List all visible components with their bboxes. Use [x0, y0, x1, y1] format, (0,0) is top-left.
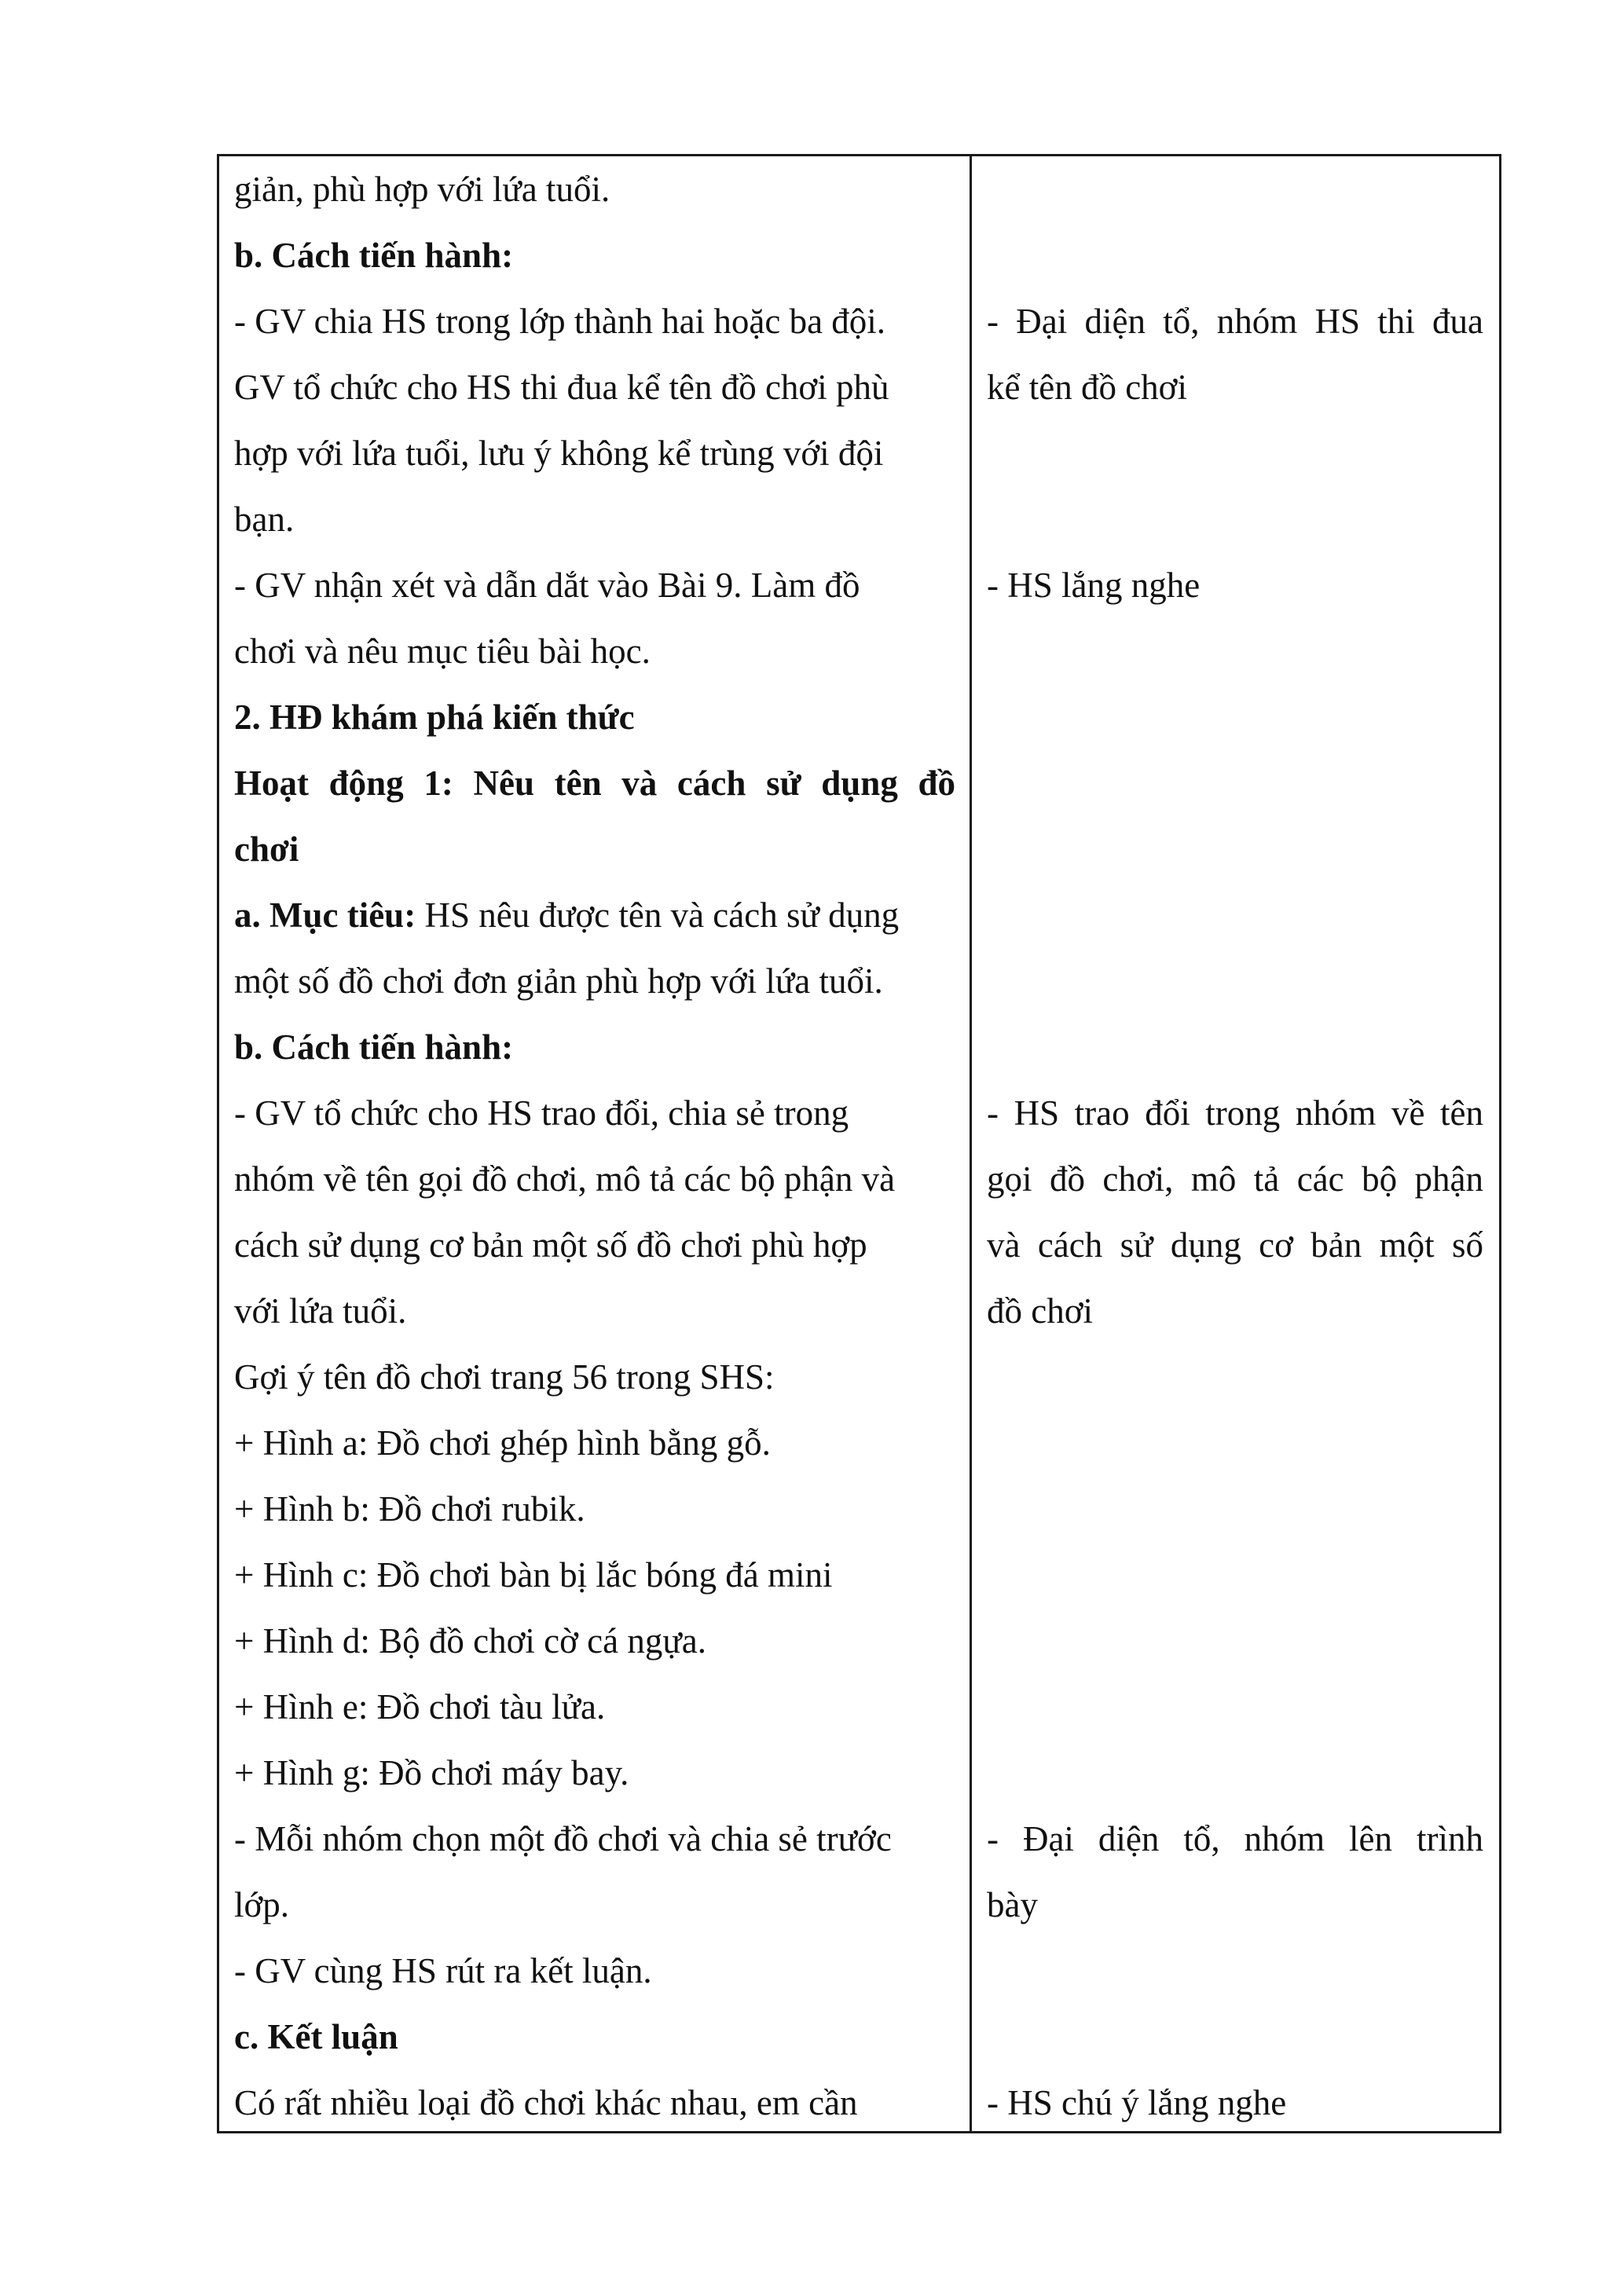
student-blank-line: [987, 420, 1483, 486]
teacher-text-line: - GV nhận xét và dẫn dắt vào Bài 9. Làm đồ: [234, 566, 860, 605]
teacher-text-line: b. Cách tiến hành:: [234, 1027, 514, 1067]
teacher-text-line: + Hình d: Bộ đồ chơi cờ cá ngựa.: [234, 1621, 706, 1661]
student-blank-line: [987, 948, 1483, 1014]
student-text-line: bày: [987, 1885, 1038, 1924]
student-blank-line: [987, 882, 1483, 948]
student-blank-line: [987, 156, 1483, 222]
student-text-line: - Đại diện tổ, nhóm HS thi đua: [987, 302, 1483, 341]
teacher-text-line: - GV chia HS trong lớp thành hai hoặc ba đội.: [234, 302, 886, 341]
student-blank-line: [987, 750, 1483, 816]
student-activities-cell: [971, 156, 1501, 2133]
student-blank-line: [987, 1608, 1483, 1674]
student-blank-line: [987, 1542, 1483, 1608]
table-row: [218, 156, 1501, 2133]
teacher-text-line: chơi và nêu mục tiêu bài học.: [234, 632, 651, 671]
teacher-text-line: bạn.: [234, 500, 295, 539]
teacher-text-line: 2. HĐ khám phá kiến thức: [234, 698, 635, 737]
student-blank-line: [987, 222, 1483, 288]
student-blank-line: [987, 1014, 1483, 1080]
teacher-text-line: - GV cùng HS rút ra kết luận.: [234, 1951, 652, 1990]
teacher-text-line: b. Cách tiến hành:: [234, 236, 514, 275]
student-text-line: - HS lắng nghe: [987, 566, 1201, 605]
teacher-text-line: GV tổ chức cho HS thi đua kể tên đồ chơi phù: [234, 368, 889, 407]
student-text-line: đồ chơi: [987, 1291, 1094, 1331]
student-activities-text: [972, 156, 1499, 2131]
teacher-text-line: c. Kết luận: [234, 2017, 398, 2056]
teacher-text-line: giản, phù hợp với lứa tuổi.: [234, 170, 610, 209]
teacher-text-line: với lứa tuổi.: [234, 1291, 407, 1331]
teacher-text-line: - Mỗi nhóm chọn một đồ chơi và chia sẻ trước: [234, 1819, 892, 1858]
student-blank-line: [987, 486, 1483, 552]
student-text-line: - Đại diện tổ, nhóm lên trình: [987, 1819, 1483, 1858]
student-blank-line: [987, 1344, 1483, 1410]
teacher-activities-text: [219, 156, 970, 2131]
teacher-text-line: chơi: [234, 829, 299, 869]
teacher-text-line: cách sử dụng cơ bản một số đồ chơi phù hợp: [234, 1225, 867, 1265]
teacher-inline-text: HS nêu được tên và cách sử dụng: [416, 895, 900, 935]
teacher-text-line: lớp.: [234, 1885, 290, 1924]
student-blank-line: [987, 1674, 1483, 1740]
teacher-text-line: một số đồ chơi đơn giản phù hợp với lứa tuổi.: [234, 961, 883, 1001]
student-text-line: và cách sử dụng cơ bản một số: [987, 1225, 1483, 1265]
teacher-text-line: hợp với lứa tuổi, lưu ý không kể trùng với đội: [234, 434, 884, 473]
teacher-text-line: Hoạt động 1: Nêu tên và cách sử dụng đồ: [234, 764, 955, 803]
student-text-line: - HS chú ý lắng nghe: [987, 2083, 1287, 2122]
teacher-text-line: + Hình b: Đồ chơi rubik.: [234, 1489, 585, 1529]
teacher-text-line: Có rất nhiều loại đồ chơi khác nhau, em cần: [234, 2083, 858, 2122]
teacher-text-line: + Hình g: Đồ chơi máy bay.: [234, 1753, 629, 1792]
teacher-text-line: nhóm về tên gọi đồ chơi, mô tả các bộ phận và: [234, 1159, 896, 1199]
student-text-line: - HS trao đổi trong nhóm về tên: [987, 1093, 1483, 1133]
student-blank-line: [987, 1938, 1483, 2004]
lesson-plan-table: [217, 154, 1501, 2133]
student-text-line: gọi đồ chơi, mô tả các bộ phận: [987, 1159, 1483, 1199]
teacher-text-line: [234, 882, 955, 948]
teacher-text-line: + Hình a: Đồ chơi ghép hình bằng gỗ.: [234, 1423, 771, 1463]
student-blank-line: [987, 1410, 1483, 1476]
student-blank-line: [987, 618, 1483, 684]
student-text-line: kể tên đồ chơi: [987, 368, 1187, 407]
teacher-text-line: + Hình e: Đồ chơi tàu lửa.: [234, 1687, 606, 1727]
student-blank-line: [987, 1740, 1483, 1806]
student-blank-line: [987, 1476, 1483, 1542]
teacher-text-line: - GV tổ chức cho HS trao đổi, chia sẻ trong: [234, 1093, 849, 1133]
student-blank-line: [987, 2004, 1483, 2070]
teacher-inline-label: a. Mục tiêu:: [234, 895, 416, 935]
teacher-activities-cell: [218, 156, 971, 2133]
teacher-text-line: + Hình c: Đồ chơi bàn bị lắc bóng đá mini: [234, 1555, 833, 1595]
teacher-text-line: Gợi ý tên đồ chơi trang 56 trong SHS:: [234, 1357, 775, 1397]
student-blank-line: [987, 684, 1483, 750]
student-blank-line: [987, 816, 1483, 882]
